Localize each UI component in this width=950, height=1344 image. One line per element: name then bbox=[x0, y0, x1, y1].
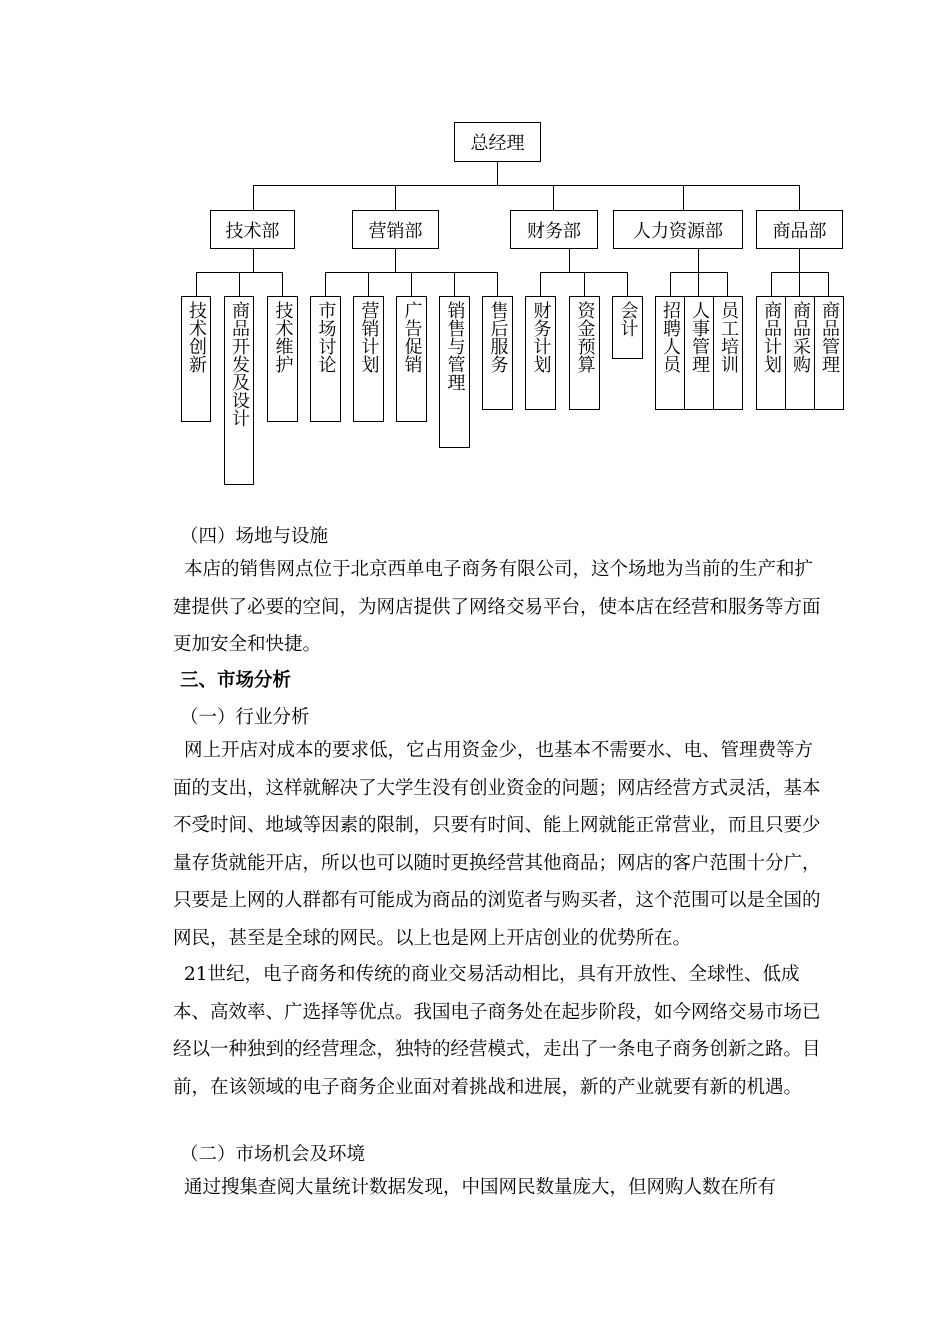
sub-box-goods-plan bbox=[756, 296, 786, 410]
dept-label: 营销部 bbox=[368, 220, 423, 242]
paragraph-3 bbox=[173, 1169, 825, 1207]
sub-box-personnel bbox=[684, 296, 714, 410]
dept-marketing bbox=[352, 210, 439, 249]
sub-box-sales-mgmt bbox=[439, 296, 470, 448]
sub-box-tech-maintenance bbox=[267, 296, 298, 422]
sub-box-ad-promo bbox=[396, 296, 427, 422]
subsection-1-title: （一）行业分析 bbox=[180, 707, 310, 728]
dept-goods bbox=[756, 210, 843, 249]
section-3-title: 三、市场分析 bbox=[180, 670, 292, 691]
sub-box-marketing-plan bbox=[353, 296, 384, 422]
sub-box-label: 人事管理 bbox=[689, 301, 710, 373]
sub-box-finance-plan bbox=[525, 296, 556, 410]
dept-label: 人力资源部 bbox=[633, 220, 723, 242]
dept-tech bbox=[210, 210, 295, 249]
section-4-paragraph bbox=[173, 551, 825, 664]
sub-box-label: 商品开发及设计 bbox=[229, 301, 250, 427]
sub-box-budget bbox=[569, 296, 600, 410]
sub-box-label: 市场讨论 bbox=[315, 301, 337, 373]
sub-box-training bbox=[713, 296, 743, 410]
sub-box-label: 财务计划 bbox=[530, 301, 552, 373]
subsection-2-title: （二）市场机会及环境 bbox=[180, 1144, 366, 1165]
sub-box-label: 员工培训 bbox=[718, 301, 739, 373]
sub-box-product-dev bbox=[224, 296, 254, 485]
section-4-title: （四）场地与设施 bbox=[180, 526, 329, 547]
sub-box-label: 资金预算 bbox=[574, 301, 596, 373]
org-root-label: 总经理 bbox=[470, 133, 525, 154]
dept-label: 商品部 bbox=[772, 220, 827, 242]
sub-box-label: 商品采购 bbox=[790, 301, 811, 373]
sub-box-market-discussion bbox=[310, 296, 341, 422]
sub-box-label: 销售与管理 bbox=[444, 301, 466, 391]
dept-hr bbox=[613, 210, 743, 249]
paragraph-text: 网上开店对成本的要求低，它占用资金少，也基本不需要水、电、管理费等方面的支出，这样就解决了大学生没有创业资金的问题；网店经营方式灵活，基本不受时间、地域等因素的限制，只要有时间、能上网就能正常营业，而且只要少量存货就能开店，所以也可以随时更换经营其他商品；网店的客户范围十分广，只要是上网的人群都有可能成为商品的浏览者与购买者，这个范围可以是全国的网民，甚至是全球的网民。以上也是网上开店创业的优势所在。 bbox=[173, 740, 821, 949]
sub-box-label: 技术创新 bbox=[186, 301, 207, 373]
paragraph-text: 21世纪，电子商务和传统的商业交易活动相比，具有开放性、全球性、低成本、高效率、广选择等优点。我国电子商务处在起步阶段，如今网络交易市场已经以一种独到的经营理念，独特的经营模式，走出了一条电子商务创新之路。目前，在该领域的电子商务企业面对着挑战和进展，新的产业就要有新的机遇。 bbox=[173, 964, 821, 1098]
sub-box-goods-purchase bbox=[785, 296, 815, 410]
org-root-box bbox=[454, 122, 541, 162]
sub-box-label: 商品计划 bbox=[761, 301, 782, 373]
sub-box-label: 售后服务 bbox=[487, 301, 509, 373]
sub-box-label: 商品管理 bbox=[819, 301, 840, 373]
paragraph-text: 通过搜集查阅大量统计数据发现，中国网民数量庞大，但网购人数在所有 bbox=[184, 1177, 777, 1198]
dept-label: 财务部 bbox=[527, 220, 581, 242]
sub-box-label: 会计 bbox=[617, 301, 639, 337]
sub-box-accounting bbox=[612, 296, 643, 359]
dept-finance bbox=[510, 210, 598, 249]
sub-box-tech-innovation bbox=[181, 296, 211, 422]
sub-box-label: 营销计划 bbox=[358, 301, 380, 373]
dept-label: 技术部 bbox=[225, 220, 280, 242]
sub-box-label: 招聘人员 bbox=[660, 301, 681, 373]
sub-box-recruit bbox=[655, 296, 685, 410]
sub-box-label: 技术维护 bbox=[272, 301, 294, 373]
sub-box-label: 广告促销 bbox=[401, 301, 423, 373]
sub-box-after-sales bbox=[482, 296, 513, 410]
paragraph-1 bbox=[173, 732, 825, 957]
sub-box-goods-mgmt bbox=[814, 296, 844, 410]
paragraph-2 bbox=[173, 956, 825, 1106]
paragraph-text: 本店的销售网点位于北京西单电子商务有限公司，这个场地为当前的生产和扩建提供了必要的空间，为网店提供了网络交易平台，使本店在经营和服务等方面更加安全和快捷。 bbox=[173, 559, 821, 655]
